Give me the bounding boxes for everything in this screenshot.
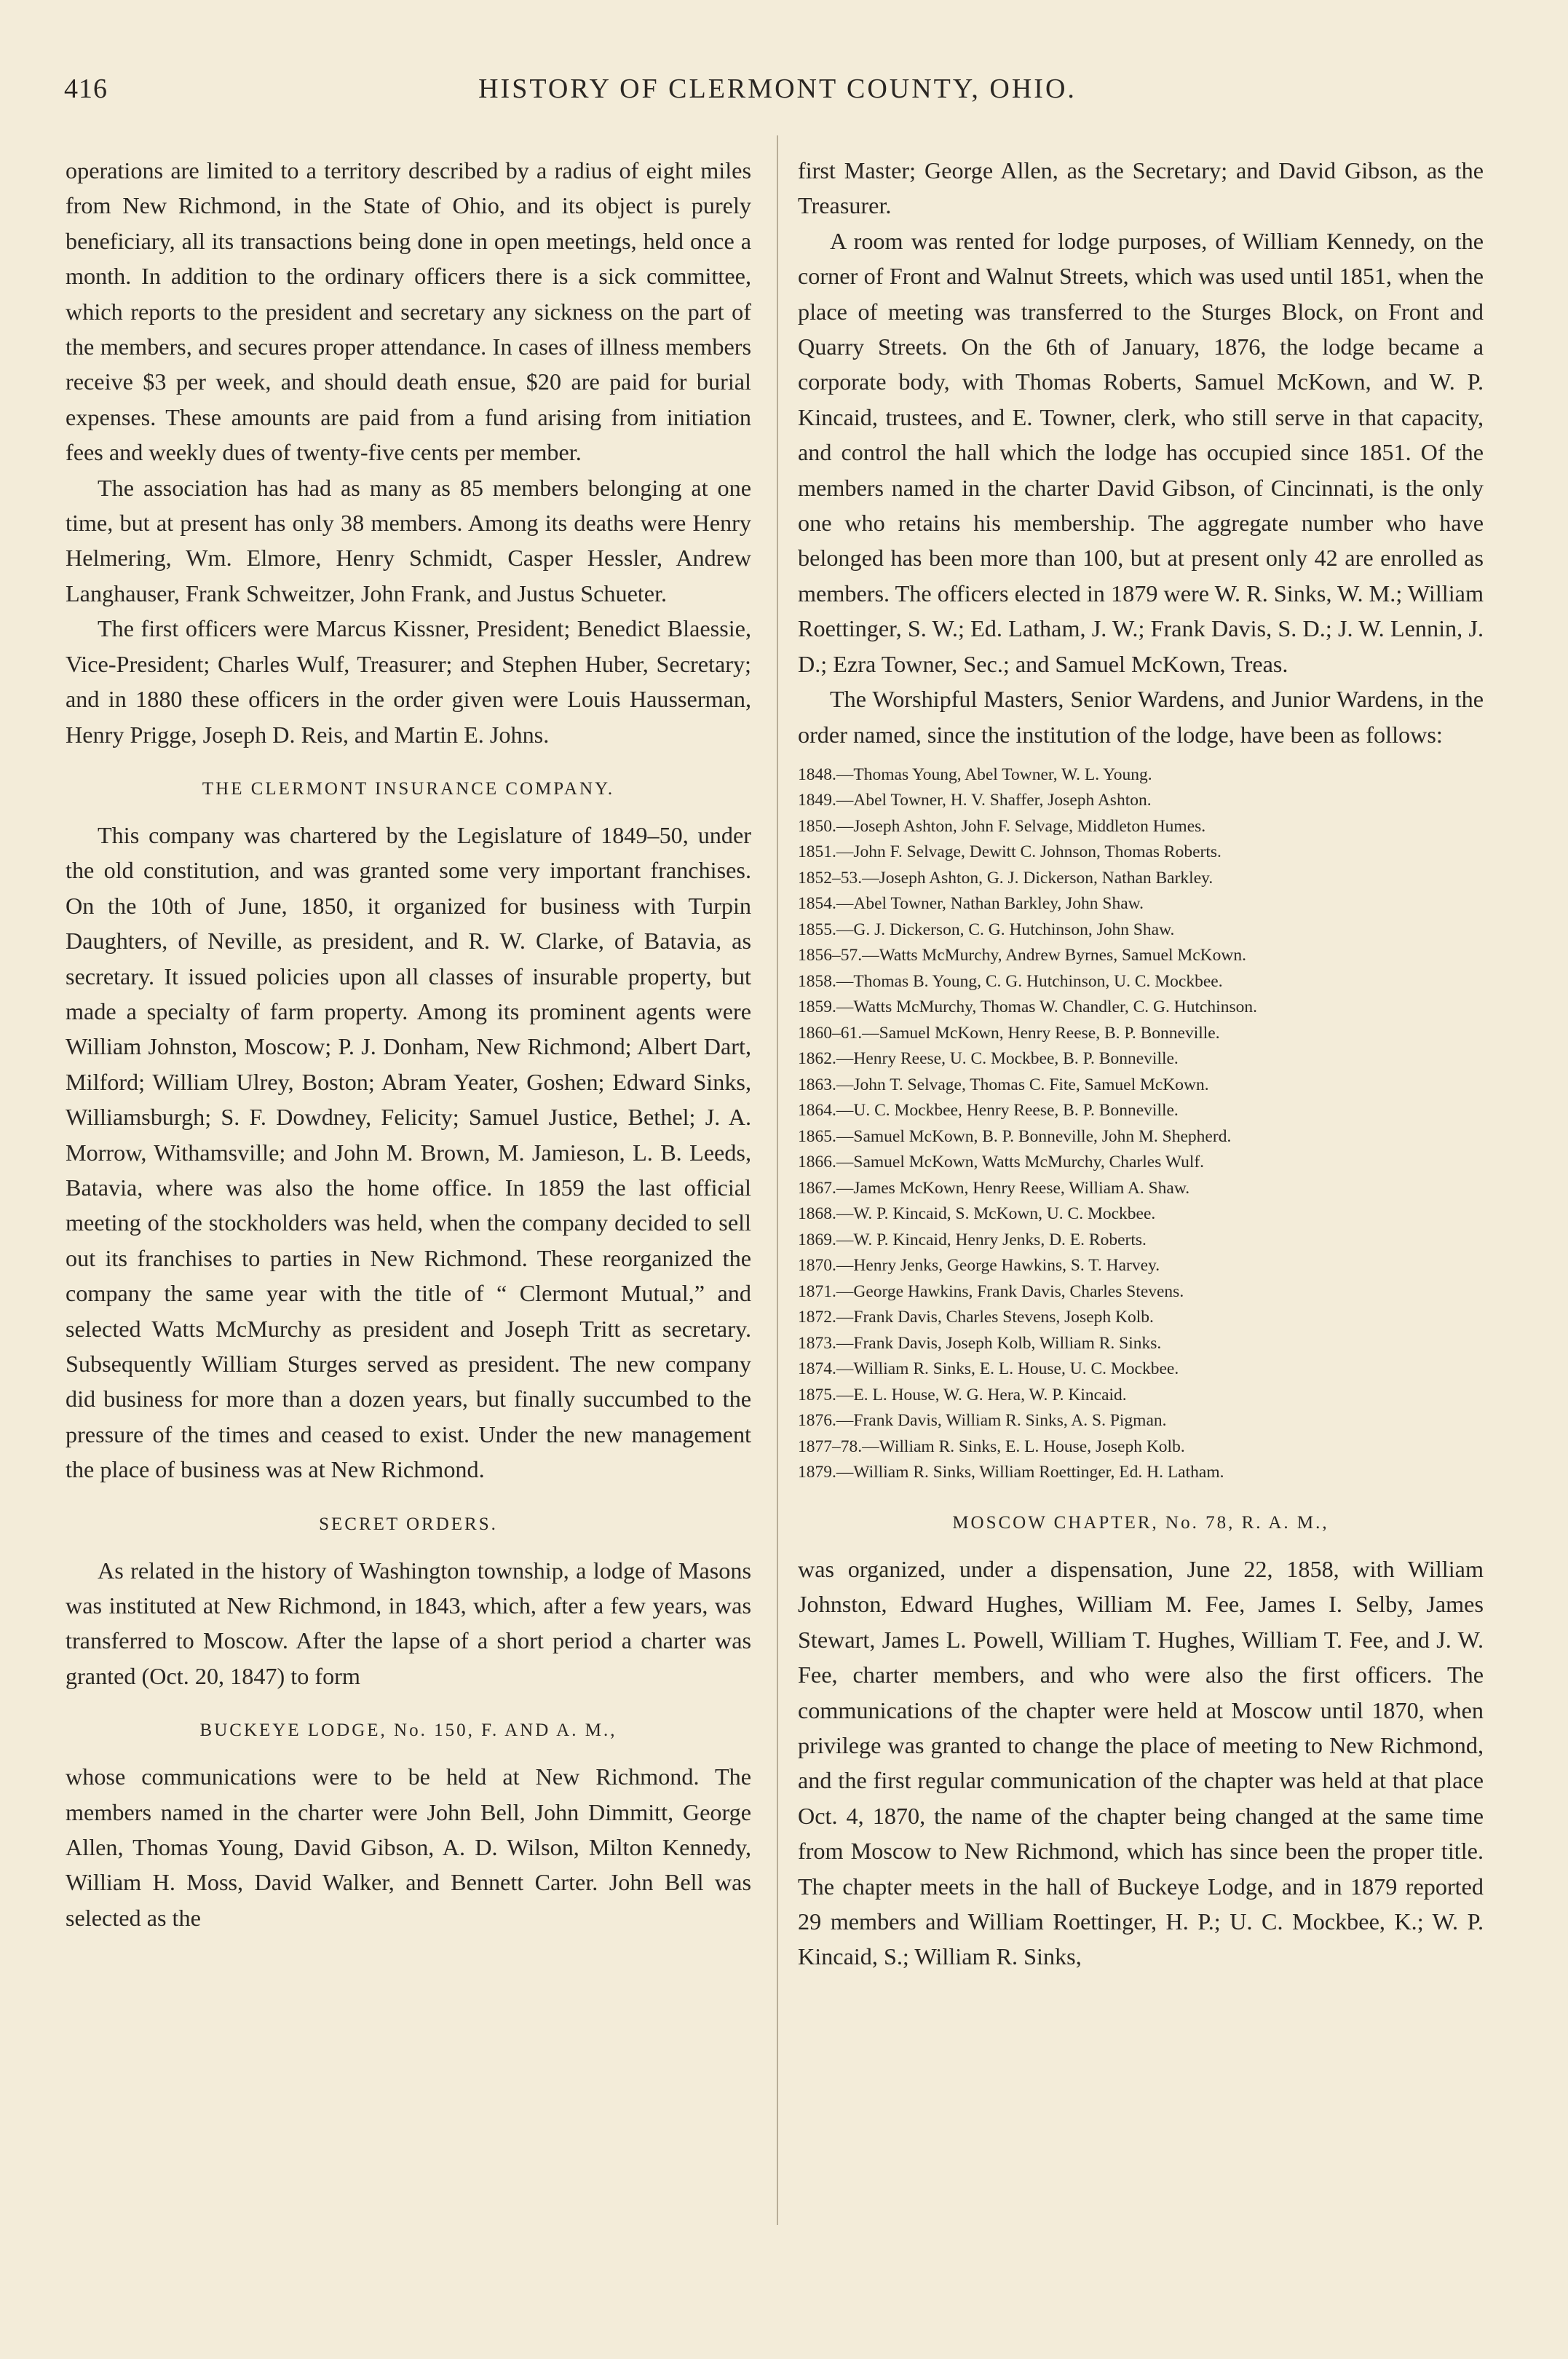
list-item: 1869.—W. P. Kincaid, Henry Jenks, D. E. Roberts. xyxy=(798,1230,1147,1249)
list-item: 1875.—E. L. House, W. G. Hera, W. P. Kincaid. xyxy=(798,1385,1127,1404)
list-item: 1879.—William R. Sinks, William Roettinger, Ed. H. Latham. xyxy=(798,1463,1224,1482)
list-item: 1859.—Watts McMurchy, Thomas W. Chandler, C. G. Hutchinson. xyxy=(798,997,1257,1017)
paragraph-worshipful-masters: The Worshipful Masters, Senior Wardens, and Junior Wardens, in the order named, since the institution of the lodge, have been as follows: xyxy=(798,686,1484,748)
officers-list xyxy=(798,762,1484,1486)
list-item: 1850.—Joseph Ashton, John F. Selvage, Middleton Humes. xyxy=(798,816,1206,836)
list-item: 1876.—Frank Davis, William R. Sinks, A. S. Pigman. xyxy=(798,1411,1167,1431)
paragraph-moscow-chapter: was organized, under a dispensation, June 22, 1858, with William Johnston, Edward Hughes, William M. Fee, James I. Selby, James Stewart, James L. Powell, William T. Hughes, William T. Fee, and J. W. Fee, charter members, and who were also the first officers. The communications of the chapter were held at Moscow until 1870, when privilege was granted to change the place of meeting to New Richmond, and the first regular communication of the chapter was held at that place Oct. 4, 1870, the name of the chapter being changed at the same time from Moscow to New Richmond, which has since been the proper title. The chapter meets in the hall of Buckeye Lodge, and in 1879 reported 29 members and William Roettinger, H. P.; U. C. Mockbee, K.; W. P. Kincaid, S.; William R. Sinks, xyxy=(798,1555,1484,1970)
paragraph-first-master: first Master; George Allen, as the Secretary; and David Gibson, as the Treasurer. xyxy=(798,157,1484,219)
list-item: 1863.—John T. Selvage, Thomas C. Fite, Samuel McKown. xyxy=(798,1075,1209,1094)
paragraph-lodge-room: A room was rented for lodge purposes, of William Kennedy, on the corner of Front and Walnut Streets, which was used until 1851, when the place of meeting was transferred to the Sturges Block, on Front and Quarry Streets. On the 6th of January, 1876, the lodge became a corporate body, with Thomas Roberts, Samuel McKown, and W. P. Kincaid, trustees, and E. Towner, clerk, who still serve in that capacity, and control the hall which the lodge has occupied since 1851. Of the members named in the charter David Gibson, of Cincinnati, is the only one who retains his membership. The aggregate number who have belonged has been more than 100, but at present only 42 are enrolled as members. The officers elected in 1879 were W. R. Sinks, W. M.; William Roettinger, S. W.; Ed. Latham, J. W.; Frank Davis, S. D.; J. W. Lennin, J. D.; Ezra Towner, Sec.; and Samuel McKown, Treas. xyxy=(798,227,1484,677)
list-item: 1871.—George Hawkins, Frank Davis, Charles Stevens. xyxy=(798,1281,1184,1301)
list-item: 1862.—Henry Reese, U. C. Mockbee, B. P. Bonneville. xyxy=(798,1049,1179,1069)
list-item: 1866.—Samuel McKown, Watts McMurchy, Charles Wulf. xyxy=(798,1153,1205,1172)
list-item: 1849.—Abel Towner, H. V. Shaffer, Joseph Ashton. xyxy=(798,791,1152,810)
paragraph-membership: The association has had as many as 85 members belonging at one time, but at present has only 38 members. Among its deaths were Henry Helmering, Wm. Elmore, Henry Schmidt, Casper Hessler, Andrew Langhauser, Frank Schweitzer, John Frank, and Justus Schueter. xyxy=(66,474,751,606)
list-item: 1860–61.—Samuel McKown, Henry Reese, B. P. Bonneville. xyxy=(798,1023,1220,1043)
list-item: 1868.—W. P. Kincaid, S. McKown, U. C. Mockbee. xyxy=(798,1204,1156,1224)
list-item: 1865.—Samuel McKown, B. P. Bonneville, John M. Shepherd. xyxy=(798,1126,1232,1146)
list-item: 1870.—Henry Jenks, George Hawkins, S. T. Harvey. xyxy=(798,1256,1160,1276)
list-item: 1855.—G. J. Dickerson, C. G. Hutchinson, John Shaw. xyxy=(798,920,1175,939)
list-item: 1856–57.—Watts McMurchy, Andrew Byrnes, Samuel McKown. xyxy=(798,946,1246,965)
list-item: 1867.—James McKown, Henry Reese, William A. Shaw. xyxy=(798,1178,1190,1198)
list-item: 1874.—William R. Sinks, E. L. House, U. C. Mockbee. xyxy=(798,1359,1179,1379)
page-header xyxy=(64,73,1491,116)
left-column xyxy=(66,153,751,1935)
list-item: 1854.—Abel Towner, Nathan Barkley, John Shaw. xyxy=(798,894,1144,914)
list-item: 1864.—U. C. Mockbee, Henry Reese, B. P. Bonneville. xyxy=(798,1101,1179,1121)
paragraph-first-officers: The first officers were Marcus Kissner, President; Benedict Blaessie, Vice-President; Charles Wulf, Treasurer; and Stephen Huber, Secretary; and in 1880 these officers in the order given were Louis Hausserman, Henry Prigge, Joseph D. Reis, and Martin E. Johns. xyxy=(66,615,751,748)
heading-secret-orders: SECRET ORDERS. xyxy=(319,1514,498,1534)
heading-buckeye-lodge: BUCKEYE LODGE, No. 150, F. AND A. M., xyxy=(199,1720,617,1741)
column-divider xyxy=(777,135,778,2225)
paragraph-insurance-company: This company was chartered by the Legislature of 1849–50, under the old constitution, and was granted some very important franchises. On the 10th of June, 1850, it organized for business with Turpin Daughters, of Neville, as president, and R. W. Clarke, of Batavia, as secretary. It issued policies upon all classes of insurable property, but made a specialty of farm property. Among its prominent agents were William Johnston, Moscow; P. J. Donham, New Richmond; Albert Dart, Milford; William Ulrey, Boston; Abram Yeater, Goshen; Edward Sinks, Williamsburgh; S. F. Dowdney, Felicity; Samuel Justice, Bethel; J. A. Morrow, Withamsville; and John M. Brown, M. Jamieson, L. B. Leeds, Batavia, where was also the home office. In 1859 the last official meeting of the stockholders was held, when the company decided to sell out its franchises to parties in New Richmond. These reorganized the company the same year with the title of “ Clermont Mutual,” and selected Watts McMurchy as president and Joseph Tritt as secretary. Subsequently William Sturges served as president. The new company did business for more than a dozen years, but finally succumbed to the pressure of the times and ceased to exist. Under the new management the place of business was at New Richmond. xyxy=(66,821,751,1483)
heading-moscow-chapter: MOSCOW CHAPTER, No. 78, R. A. M., xyxy=(952,1512,1329,1533)
paragraph-secret-orders: As related in the history of Washington township, a lodge of Masons was instituted at New Richmond, in 1843, which, after a few years, was transferred to Moscow. After the lapse of a short period a charter was granted (Oct. 20, 1847) to form xyxy=(66,1557,751,1689)
right-column xyxy=(798,153,1484,1975)
heading-insurance-company: THE CLERMONT INSURANCE COMPANY. xyxy=(202,778,615,799)
paragraph-beneficiary-continued: operations are limited to a territory described by a radius of eight miles from New Richmond, in the State of Ohio, and its object is purely beneficiary, all its transactions being done in open meetings, held once a month. In addition to the ordinary officers there is a sick committee, which reports to the president and secretary any sickness on the part of the members, and secures proper attendance. In cases of illness members receive $3 per week, and should death ensue, $20 are paid for burial expenses. These amounts are paid from a fund arising from initiation fees and weekly dues of twenty-five cents per member. xyxy=(66,157,751,466)
list-item: 1848.—Thomas Young, Abel Towner, W. L. Young. xyxy=(798,764,1152,784)
paragraph-buckeye-lodge: whose communications were to be held at New Richmond. The members named in the charter were John Bell, John Dimmitt, George Allen, Thomas Young, David Gibson, A. D. Wilson, Milton Kennedy, William H. Moss, David Walker, and Bennett Carter. John Bell was selected as the xyxy=(66,1763,751,1931)
list-item: 1873.—Frank Davis, Joseph Kolb, William R. Sinks. xyxy=(798,1333,1162,1353)
list-item: 1852–53.—Joseph Ashton, G. J. Dickerson, Nathan Barkley. xyxy=(798,868,1213,888)
list-item: 1877–78.—William R. Sinks, E. L. House, Joseph Kolb. xyxy=(798,1437,1185,1456)
page-number: 416 xyxy=(64,74,108,104)
running-head-title: HISTORY OF CLERMONT COUNTY, OHIO. xyxy=(478,74,1077,104)
list-item: 1872.—Frank Davis, Charles Stevens, Joseph Kolb. xyxy=(798,1308,1154,1327)
list-item: 1851.—John F. Selvage, Dewitt C. Johnson, Thomas Roberts. xyxy=(798,842,1221,862)
list-item: 1858.—Thomas B. Young, C. G. Hutchinson, U. C. Mockbee. xyxy=(798,971,1223,991)
